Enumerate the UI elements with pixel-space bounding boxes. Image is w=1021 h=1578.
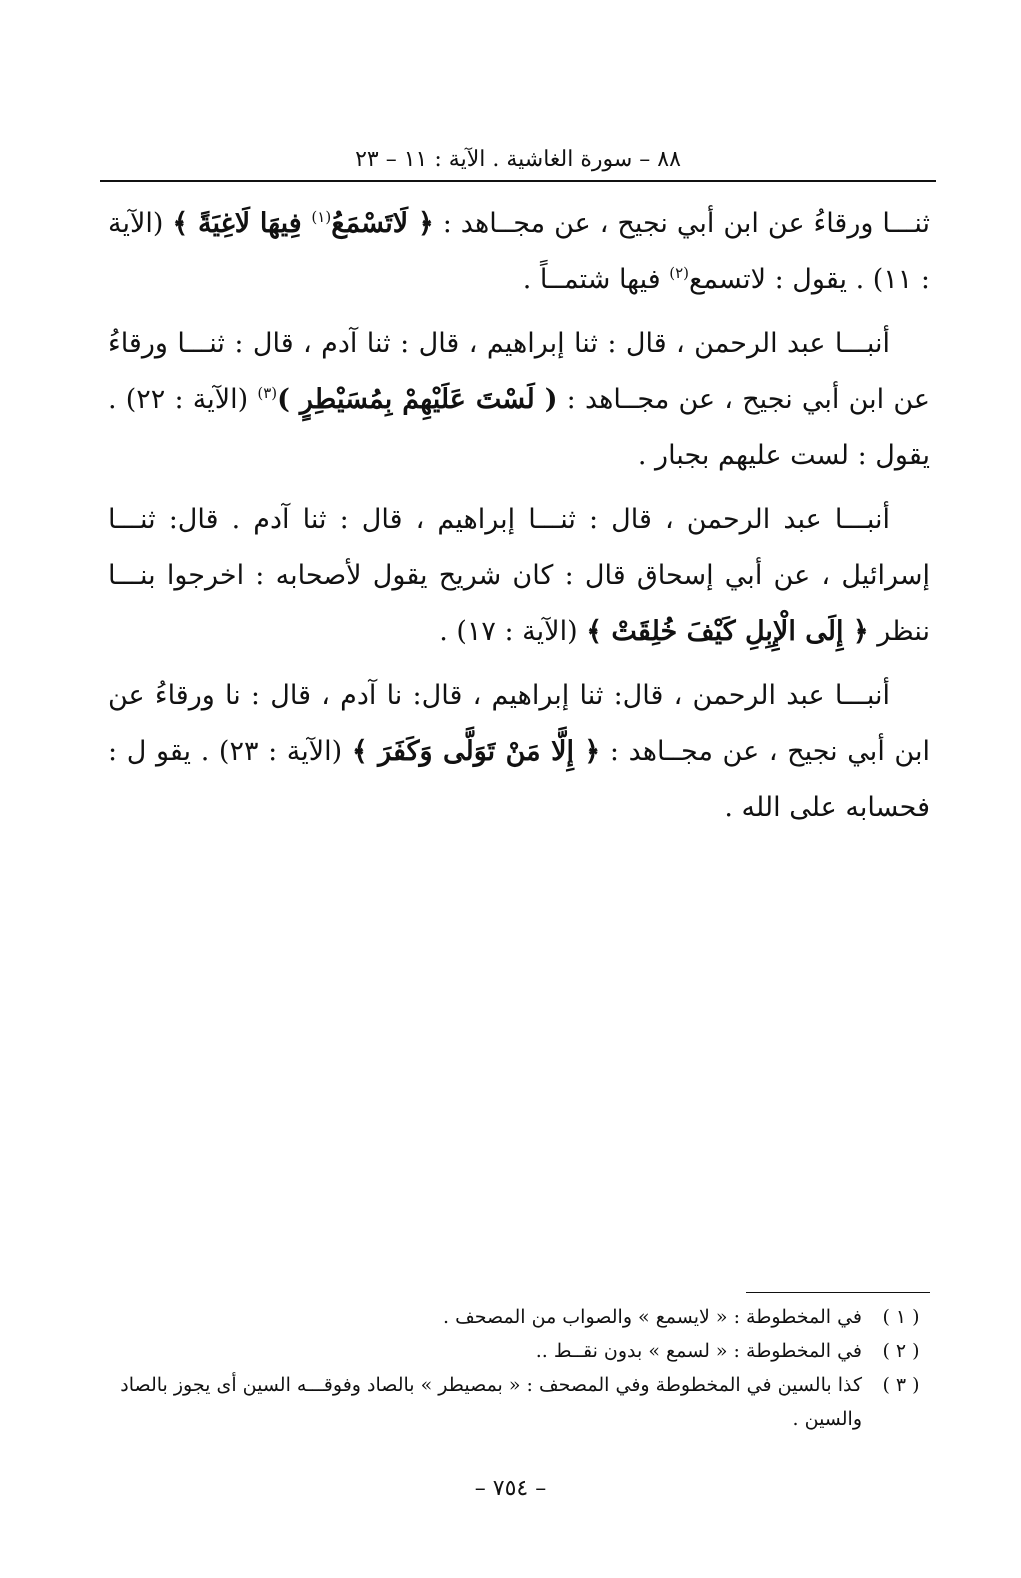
header-rule — [100, 180, 936, 182]
quran-verse: ( لَسْتَ عَلَيْهِمْ بِمُسَيْطِرٍ ) — [277, 384, 558, 415]
footnote-2 — [92, 1334, 932, 1368]
narration-text: (الآية : ١١) . يقول : لاتسمع — [108, 208, 930, 295]
footnote-1 — [92, 1300, 932, 1334]
paragraph-1 — [108, 196, 930, 308]
narration-text: ثنـــا ورقاءُ عن ابن أبي نجيح ، عن مجــاهد : — [433, 208, 930, 239]
main-text — [108, 196, 930, 844]
paragraph-2 — [108, 316, 930, 484]
footnote-number: ( ٣ ) — [882, 1374, 920, 1396]
narration-text: (الآية : ٢٢) . يقول : لست عليهم بجبار . — [108, 384, 930, 471]
quran-verse: ﴿ لَاتَسْمَعُ — [331, 208, 434, 239]
paragraph-3 — [108, 492, 930, 660]
quran-verse: ﴿ إِلَّا مَنْ تَوَلَّى وَكَفَرَ ﴾ — [351, 736, 601, 767]
footnote-ref: (١) — [311, 208, 332, 226]
footnotes — [92, 1300, 932, 1436]
paragraph-4 — [108, 668, 930, 836]
narration-text: أنبـــا عبد الرحمن ، قال : ثنـــا إبراهيم ، قال : ثنا آدم . قال: ثنـــا إسرائيل ، عن أبي إسحاق قال : كان شريح يقول لأصحابه : اخرجوا بنـــا ننظر — [108, 504, 930, 647]
footnote-3 — [92, 1368, 932, 1436]
narration-text: أنبـــا عبد الرحمن ، قال: ثنا إبراهيم ، قال: نا آدم ، قال : نا ورقاءُ عن ابن أبي نجيح ، عن مجــاهد : — [108, 680, 931, 767]
footnote-ref: (٣) — [257, 384, 278, 402]
footnote-rule — [746, 1292, 930, 1293]
footnote-text: في المخطوطة : « لايسمع » والصواب من المصحف . — [443, 1306, 862, 1328]
quran-verse: ﴿ إِلَى الْإِبِلِ كَيْفَ خُلِقَتْ ﴾ — [586, 616, 869, 647]
running-header — [100, 140, 936, 180]
page-number-text: – ٧٥٤ – — [474, 1476, 547, 1501]
footnote-text: في المخطوطة : « لسمع » بدون نقــط .. — [535, 1340, 862, 1362]
quran-verse: فِيهَا لَاغِيَةً ﴾ — [172, 208, 312, 239]
narration-text: أنبـــا عبد الرحمن ، قال : ثنا إبراهيم ، قال : ثنا آدم ، قال : ثنـــا ورقاءُ عن ابن أبي نجيح ، عن مجــاهد : — [108, 328, 930, 415]
footnote-number: ( ٢ ) — [882, 1340, 920, 1362]
narration-text: (الآية : ١٧) . — [439, 616, 587, 647]
narration-text: (الآية : ٢٣) . يقو ل : فحسابه على الله . — [108, 736, 930, 823]
narration-text: فيها شتمــاً . — [522, 264, 670, 295]
page-number — [400, 1476, 621, 1506]
footnote-text: كذا بالسين في المخطوطة وفي المصحف : « بمصيطر » بالصاد وفوقـــه السين أى يجوز بالصاد والسين . — [120, 1374, 862, 1430]
header-title: ٨٨ – سورة الغاشية . الآية : ١١ – ٢٣ — [355, 147, 681, 172]
footnote-number: ( ١ ) — [882, 1306, 920, 1328]
footnote-ref: (٢) — [669, 264, 690, 282]
